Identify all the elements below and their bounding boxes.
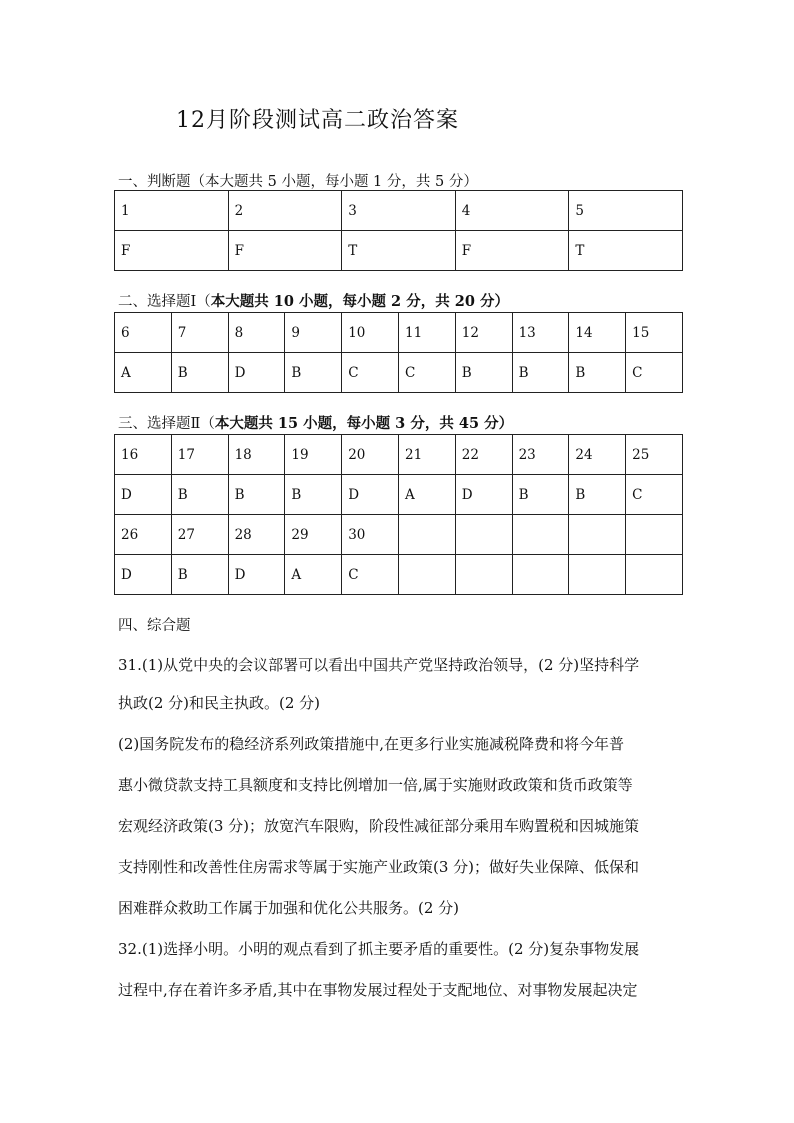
- question-number: 23: [512, 435, 569, 475]
- comprehensive-answer-text: [118, 650, 684, 1005]
- question-number-row: [115, 435, 683, 475]
- answer-cell: B: [569, 475, 626, 515]
- section-2-heading: [118, 290, 509, 311]
- question-number: 24: [569, 435, 626, 475]
- answer-cell: D: [115, 555, 172, 595]
- section-1-heading-prefix: 一、判断题（: [118, 174, 205, 190]
- answer-cell: C: [626, 475, 683, 515]
- answer-row: [115, 555, 683, 595]
- answer-cell: A: [115, 353, 172, 393]
- section-1-heading-detail: 本大题共 5 小题，每小题 1 分，共 5 分）: [205, 174, 478, 190]
- section-1-answer-table: [114, 190, 683, 271]
- section-2-heading-prefix: 二、选择题Ⅰ（: [118, 294, 211, 310]
- question-number: 27: [171, 515, 228, 555]
- question-number: 28: [228, 515, 285, 555]
- question-number: 16: [115, 435, 172, 475]
- answer-cell: D: [228, 555, 285, 595]
- question-number: 8: [228, 313, 285, 353]
- answer-cell: D: [455, 475, 512, 515]
- question-number: 13: [512, 313, 569, 353]
- answer-line: 困难群众救助工作属于加强和优化公共服务。(2 分): [118, 899, 460, 917]
- empty-cell: [569, 555, 626, 595]
- question-number: 17: [171, 435, 228, 475]
- answer-cell: B: [285, 353, 342, 393]
- question-number: 10: [342, 313, 399, 353]
- section-3-heading-prefix: 三、选择题Ⅱ（: [118, 416, 215, 432]
- answer-cell: C: [342, 353, 399, 393]
- answer-cell: B: [569, 353, 626, 393]
- empty-cell: [512, 555, 569, 595]
- answer-row: [115, 353, 683, 393]
- answer-cell: B: [285, 475, 342, 515]
- answer-cell: F: [115, 231, 229, 271]
- section-4-heading: 四、综合题: [118, 618, 191, 634]
- question-number: 19: [285, 435, 342, 475]
- question-number: 15: [626, 313, 683, 353]
- question-number: 1: [115, 191, 229, 231]
- answer-cell: A: [398, 475, 455, 515]
- question-number: 18: [228, 435, 285, 475]
- answer-line: 过程中,存在着许多矛盾,其中在事物发展过程处于支配地位、对事物发展起决定: [118, 981, 638, 999]
- empty-cell: [398, 515, 455, 555]
- section-1-heading: [118, 170, 478, 191]
- question-number: 22: [455, 435, 512, 475]
- question-number: 3: [342, 191, 456, 231]
- empty-cell: [626, 555, 683, 595]
- question-number: 7: [171, 313, 228, 353]
- answer-row: [115, 475, 683, 515]
- question-number: 11: [398, 313, 455, 353]
- answer-cell: C: [342, 555, 399, 595]
- empty-cell: [455, 555, 512, 595]
- answer-cell: F: [455, 231, 569, 271]
- question-number: 26: [115, 515, 172, 555]
- question-number-row: [115, 515, 683, 555]
- section-3-heading: [118, 412, 513, 433]
- answer-cell: B: [455, 353, 512, 393]
- answer-line: (2)国务院发布的稳经济系列政策措施中,在更多行业实施减税降费和将今年普: [118, 735, 625, 753]
- question-number: 25: [626, 435, 683, 475]
- answer-cell: C: [398, 353, 455, 393]
- answer-cell: T: [342, 231, 456, 271]
- answer-cell: B: [228, 475, 285, 515]
- question-number: 9: [285, 313, 342, 353]
- answer-cell: C: [626, 353, 683, 393]
- empty-cell: [626, 515, 683, 555]
- answer-row: [115, 231, 683, 271]
- section-2-heading-detail: 本大题共 10 小题，每小题 2 分，共 20 分）: [210, 293, 509, 310]
- question-number: 6: [115, 313, 172, 353]
- question-number: 5: [569, 191, 683, 231]
- section-3-heading-detail: 本大题共 15 小题，每小题 3 分，共 45 分）: [214, 415, 514, 432]
- answer-cell: T: [569, 231, 683, 271]
- answer-cell: B: [512, 353, 569, 393]
- empty-cell: [455, 515, 512, 555]
- answer-line: 执政(2 分)和民主执政。(2 分): [118, 694, 321, 712]
- answer-cell: B: [171, 555, 228, 595]
- question-number: 21: [398, 435, 455, 475]
- section-3-answer-table: [114, 434, 683, 595]
- empty-cell: [569, 515, 626, 555]
- answer-line: 宏观经济政策(3 分)；放宽汽车限购，阶段性减征部分乘用车购置税和因城施策: [118, 817, 640, 835]
- section-2-answer-table: [114, 312, 683, 393]
- question-number: 12: [455, 313, 512, 353]
- answer-cell: D: [342, 475, 399, 515]
- answer-line: 支持刚性和改善性住房需求等属于实施产业政策(3 分)；做好失业保障、低保和: [118, 858, 640, 876]
- answer-cell: D: [115, 475, 172, 515]
- empty-cell: [398, 555, 455, 595]
- answer-cell: A: [285, 555, 342, 595]
- answer-line: 31.(1)从党中央的会议部署可以看出中国共产党坚持政治领导，(2 分)坚持科学: [118, 656, 640, 674]
- question-number: 2: [228, 191, 342, 231]
- question-number-row: [115, 313, 683, 353]
- page-title: 12月阶段测试高二政治答案: [176, 108, 459, 133]
- question-number: 14: [569, 313, 626, 353]
- answer-line: 惠小微贷款支持工具额度和支持比例增加一倍,属于实施财政政策和货币政策等: [118, 776, 633, 794]
- answer-cell: F: [228, 231, 342, 271]
- question-number: 4: [455, 191, 569, 231]
- question-number: 30: [342, 515, 399, 555]
- answer-cell: D: [228, 353, 285, 393]
- empty-cell: [512, 515, 569, 555]
- question-number: 20: [342, 435, 399, 475]
- answer-cell: B: [171, 353, 228, 393]
- answer-cell: B: [171, 475, 228, 515]
- answer-cell: B: [512, 475, 569, 515]
- question-number-row: [115, 191, 683, 231]
- answer-line: 32.(1)选择小明。小明的观点看到了抓主要矛盾的重要性。(2 分)复杂事物发展: [118, 940, 640, 958]
- question-number: 29: [285, 515, 342, 555]
